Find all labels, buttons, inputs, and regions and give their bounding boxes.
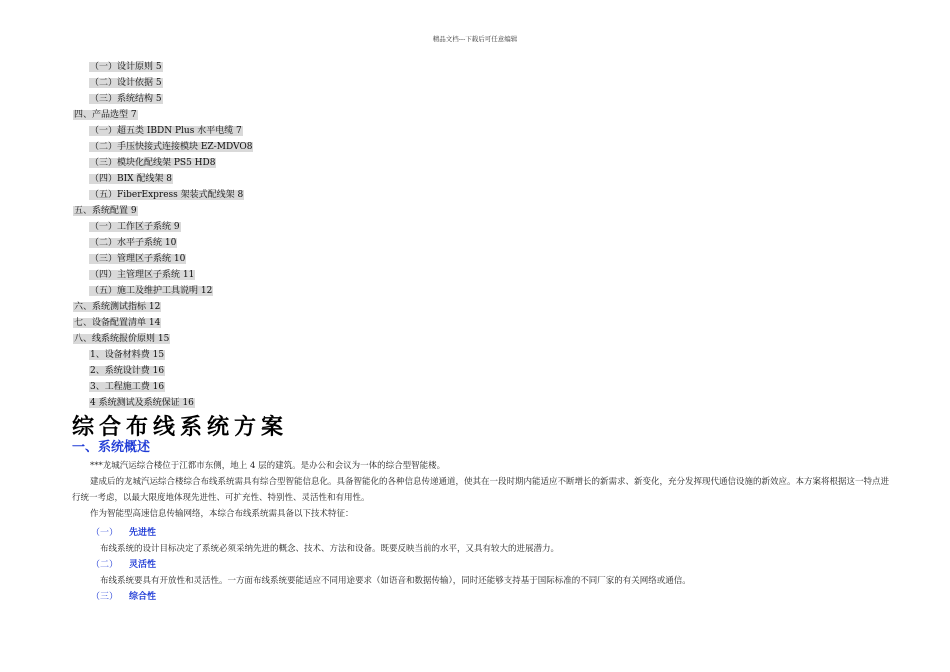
toc-entry-text: （二）水平子系统 10 [90, 238, 177, 248]
section-heading: 一、系统概述 [72, 440, 151, 455]
toc-entry-text: （三）管理区子系统 10 [90, 254, 186, 264]
page-header: 精品文档---下载后可任意编辑 [432, 35, 518, 43]
toc-entry-text: （五）施工及维护工具说明 12 [90, 286, 213, 296]
toc-entry[interactable] [73, 203, 253, 219]
table-of-contents [73, 59, 253, 411]
toc-entry-text: 五、系统配置 9 [74, 206, 137, 216]
toc-entry[interactable] [73, 251, 253, 267]
toc-entry[interactable] [73, 139, 253, 155]
toc-entry-text: （三）模块化配线架 PS5 HD8 [90, 158, 216, 168]
document-title: 综合布线系统方案 [72, 415, 289, 440]
toc-entry[interactable] [73, 123, 253, 139]
toc-entry[interactable] [73, 171, 253, 187]
toc-entry[interactable] [73, 155, 253, 171]
toc-entry[interactable] [73, 395, 253, 411]
toc-entry[interactable] [73, 267, 253, 283]
toc-entry[interactable] [73, 363, 253, 379]
toc-entry-text: （二）设计依据 5 [90, 78, 162, 88]
toc-entry-text: （二）手压快接式连接模块 EZ-MDVO8 [90, 142, 253, 152]
toc-entry-text: 1、设备材料费 15 [90, 350, 165, 360]
toc-entry-text: 六、系统测试指标 12 [74, 302, 161, 312]
toc-entry-text: 3、工程施工费 16 [90, 382, 165, 392]
toc-entry[interactable] [73, 283, 253, 299]
toc-entry-text: 四、产品选型 7 [74, 110, 137, 120]
toc-entry[interactable] [73, 331, 253, 347]
feature-heading [91, 557, 156, 570]
toc-entry-text: （四）BIX 配线架 8 [90, 174, 173, 184]
toc-entry[interactable] [73, 299, 253, 315]
feature-number: （一） [91, 528, 119, 538]
toc-entry-text: （一）设计原则 5 [90, 62, 162, 72]
toc-entry-text: （一）工作区子系统 9 [90, 222, 180, 232]
toc-entry[interactable] [73, 75, 253, 91]
toc-entry[interactable] [73, 59, 253, 75]
toc-entry[interactable] [73, 347, 253, 363]
toc-entry[interactable] [73, 235, 253, 251]
feature-name: 灵活性 [129, 560, 157, 570]
toc-entry-text: 八、线系统报价原则 15 [74, 334, 170, 344]
toc-entry[interactable] [73, 219, 253, 235]
toc-entry-text: 七、设备配置清单 14 [74, 318, 161, 328]
toc-entry[interactable] [73, 379, 253, 395]
toc-entry-text: 2、系统设计费 16 [90, 366, 165, 376]
toc-entry-text: （一）超五类 IBDN Plus 水平电缆 7 [90, 126, 242, 136]
feature-name: 先进性 [129, 528, 157, 538]
toc-entry-text: （五）FiberExpress 架装式配线架 8 [90, 190, 244, 200]
paragraph: 作为智能型高速信息传输网络，本综合布线系统需具备以下技术特征： [90, 509, 354, 519]
toc-entry-text: 4 系统测试及系统保证 16 [90, 398, 194, 408]
feature-number: （二） [91, 560, 119, 570]
feature-description: 布线系统的设计目标决定了系统必须采纳先进的概念、技术、方法和设备。既要反映当前的水平，又具有较大的进展潜力。 [100, 544, 560, 554]
paragraph: 建成后的龙城汽运综合楼综合布线系统需具有综合型智能信息化。具备智能化的各种信息传递通道，使其在一段时期内能适应不断增长的新需求、新变化，充分发挥现代通信设施的新效应。本方案将根据这一特点进行统一考虑，以最大限度地体现先进性、可扩充性、特别性、灵活性和有用性。 [72, 477, 890, 503]
toc-entry[interactable] [73, 91, 253, 107]
toc-entry-text: （三）系统结构 5 [90, 94, 162, 104]
paragraph: ***龙城汽运综合楼位于江都市东侧，地上 4 层的建筑。是办公和会议为一体的综合型智能楼。 [90, 461, 446, 471]
feature-heading [91, 525, 156, 538]
toc-entry-text: （四）主管理区子系统 11 [90, 270, 195, 280]
feature-number: （三） [91, 592, 119, 602]
feature-heading [91, 589, 156, 602]
feature-name: 综合性 [129, 592, 157, 602]
toc-entry[interactable] [73, 315, 253, 331]
toc-entry[interactable] [73, 187, 253, 203]
toc-entry[interactable] [73, 107, 253, 123]
feature-description: 布线系统要具有开放性和灵活性。一方面布线系统要能适应不同用途要求（如语音和数据传输），同时还能够支持基于国际标准的不同厂家的有关网络或通信。 [100, 576, 691, 586]
